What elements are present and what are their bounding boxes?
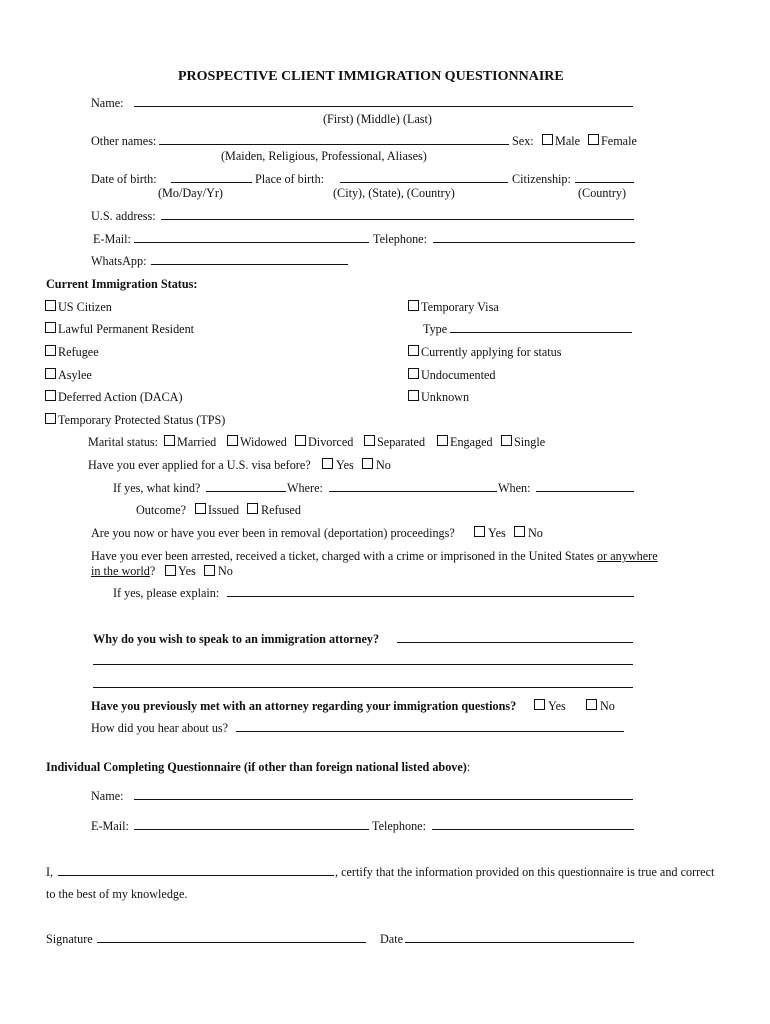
dob-label: Date of birth: <box>91 172 157 186</box>
visa-no-label: No <box>376 458 391 472</box>
explain-label: If yes, please explain: <box>113 586 220 600</box>
name-hint: (First) (Middle) (Last) <box>323 112 432 126</box>
email-label: E-Mail: <box>93 232 131 246</box>
arrest-question-world: in the world <box>91 564 150 578</box>
removal-no-checkbox[interactable] <box>514 526 525 537</box>
visa-yes-checkbox[interactable] <box>322 458 333 469</box>
why-attorney-question: Why do you wish to speak to an immigration attorney? <box>93 632 380 646</box>
certify-prefix: I, <box>46 865 54 879</box>
other-names-field[interactable] <box>159 144 509 145</box>
other-names-label: Other names: <box>91 134 157 148</box>
lpr-checkbox[interactable] <box>45 322 56 333</box>
arrest-question <box>91 549 658 563</box>
applying-checkbox[interactable] <box>408 345 419 356</box>
outcome-label: Outcome? <box>136 503 187 517</box>
separated-checkbox[interactable] <box>364 435 375 446</box>
widowed-label: Widowed <box>240 435 287 449</box>
daca-label: Deferred Action (DACA) <box>58 390 183 404</box>
citizenship-label: Citizenship: <box>512 172 571 186</box>
applying-label: Currently applying for status <box>421 345 562 359</box>
widowed-checkbox[interactable] <box>227 435 238 446</box>
visa-type-field[interactable] <box>450 332 632 333</box>
engaged-label: Engaged <box>450 435 493 449</box>
telephone-label: Telephone: <box>373 232 427 246</box>
certify-name-field[interactable] <box>58 875 334 876</box>
completer-email-label: E-Mail: <box>91 819 129 833</box>
us-citizen-label: US Citizen <box>58 300 112 314</box>
tps-label: Temporary Protected Status (TPS) <box>58 413 226 427</box>
asylee-checkbox[interactable] <box>45 368 56 379</box>
hear-about-question: How did you hear about us? <box>91 721 229 735</box>
us-citizen-checkbox[interactable] <box>45 300 56 311</box>
pob-label: Place of birth: <box>255 172 325 186</box>
arrest-yes-label: Yes <box>178 564 196 578</box>
certify-text-line2: to the best of my knowledge. <box>46 887 188 901</box>
married-label: Married <box>177 435 217 449</box>
sex-male-label: Male <box>555 134 581 148</box>
visa-when-label: When: <box>498 481 531 495</box>
met-yes-checkbox[interactable] <box>534 699 545 710</box>
name-label: Name: <box>91 96 124 110</box>
us-address-field[interactable] <box>161 219 634 220</box>
us-address-label: U.S. address: <box>91 209 156 223</box>
pob-field[interactable] <box>340 182 508 183</box>
met-attorney-question: Have you previously met with an attorney regarding your immigration questions? <box>91 699 517 713</box>
asylee-label: Asylee <box>58 368 92 382</box>
refugee-label: Refugee <box>58 345 99 359</box>
telephone-field[interactable] <box>433 242 635 243</box>
visa-type-label: Type <box>423 322 448 336</box>
issued-label: Issued <box>208 503 240 517</box>
unknown-label: Unknown <box>421 390 470 404</box>
sex-label: Sex: <box>512 134 534 148</box>
sex-female-checkbox[interactable] <box>588 134 599 145</box>
undocumented-checkbox[interactable] <box>408 368 419 379</box>
completer-name-label: Name: <box>91 789 124 803</box>
dob-field[interactable] <box>171 182 252 183</box>
removal-question: Are you now or have you ever been in removal (deportation) proceedings? <box>91 526 455 540</box>
marital-status-label: Marital status: <box>88 435 159 449</box>
completer-telephone-field[interactable] <box>432 829 634 830</box>
visa-where-label: Where: <box>287 481 323 495</box>
signature-label: Signature <box>46 932 93 946</box>
sex-male-checkbox[interactable] <box>542 134 553 145</box>
issued-checkbox[interactable] <box>195 503 206 514</box>
why-attorney-field-2[interactable] <box>93 664 633 665</box>
divorced-label: Divorced <box>308 435 354 449</box>
temp-visa-checkbox[interactable] <box>408 300 419 311</box>
arrest-no-checkbox[interactable] <box>204 565 215 576</box>
citizenship-field[interactable] <box>575 182 634 183</box>
arrest-yes-checkbox[interactable] <box>165 565 176 576</box>
completer-heading <box>46 760 470 774</box>
removal-no-label: No <box>528 526 543 540</box>
removal-yes-checkbox[interactable] <box>474 526 485 537</box>
completer-telephone-label: Telephone: <box>372 819 426 833</box>
married-checkbox[interactable] <box>164 435 175 446</box>
visa-where-field[interactable] <box>329 491 497 492</box>
lpr-label: Lawful Permanent Resident <box>58 322 195 336</box>
visa-kind-label: If yes, what kind? <box>113 481 201 495</box>
refused-checkbox[interactable] <box>247 503 258 514</box>
hear-about-field[interactable] <box>236 731 624 732</box>
met-no-checkbox[interactable] <box>586 699 597 710</box>
single-label: Single <box>514 435 546 449</box>
date-label: Date <box>380 932 404 946</box>
met-yes-label: Yes <box>548 699 566 713</box>
arrest-question-line2 <box>91 564 155 578</box>
undocumented-label: Undocumented <box>421 368 496 382</box>
single-checkbox[interactable] <box>501 435 512 446</box>
email-field[interactable] <box>134 242 369 243</box>
signature-field[interactable] <box>97 942 366 943</box>
citizenship-hint: (Country) <box>578 186 627 200</box>
temp-visa-label: Temporary Visa <box>421 300 499 314</box>
visa-when-field[interactable] <box>536 491 634 492</box>
visa-question: Have you ever applied for a U.S. visa before? <box>88 458 311 472</box>
certify-text: , certify that the information provided on this questionnaire is true and correct <box>335 865 715 879</box>
page-title: PROSPECTIVE CLIENT IMMIGRATION QUESTIONNAIRE <box>178 69 564 84</box>
separated-label: Separated <box>377 435 426 449</box>
date-field[interactable] <box>405 942 634 943</box>
refused-label: Refused <box>261 503 301 517</box>
other-names-hint: (Maiden, Religious, Professional, Aliases) <box>221 149 427 163</box>
refugee-checkbox[interactable] <box>45 345 56 356</box>
name-field[interactable] <box>134 106 633 107</box>
completer-name-field[interactable] <box>134 799 633 800</box>
whatsapp-field[interactable] <box>151 264 348 265</box>
arrest-question-text: Have you ever been arrested, received a ticket, charged with a crime or imprisoned in the United States <box>91 549 594 563</box>
pob-hint: (City), (State), (Country) <box>333 186 455 200</box>
met-no-label: No <box>600 699 615 713</box>
completer-heading-colon: : <box>466 760 471 774</box>
why-attorney-field-1[interactable] <box>397 642 633 643</box>
whatsapp-label: WhatsApp: <box>91 254 147 268</box>
arrest-no-label: No <box>218 564 233 578</box>
engaged-checkbox[interactable] <box>437 435 448 446</box>
removal-yes-label: Yes <box>488 526 506 540</box>
tps-checkbox[interactable] <box>45 413 56 424</box>
why-attorney-field-3[interactable] <box>93 687 633 688</box>
visa-kind-field[interactable] <box>206 491 286 492</box>
sex-female-label: Female <box>601 134 637 148</box>
visa-no-checkbox[interactable] <box>362 458 373 469</box>
unknown-checkbox[interactable] <box>408 390 419 401</box>
daca-checkbox[interactable] <box>45 390 56 401</box>
arrest-question-anywhere: or anywhere <box>597 549 658 563</box>
dob-hint: (Mo/Day/Yr) <box>158 186 223 200</box>
completer-email-field[interactable] <box>134 829 369 830</box>
visa-yes-label: Yes <box>336 458 354 472</box>
divorced-checkbox[interactable] <box>295 435 306 446</box>
completer-heading-text: Individual Completing Questionnaire (if other than foreign national listed above) <box>46 760 467 774</box>
explain-field[interactable] <box>227 596 634 597</box>
arrest-question-end: ? <box>149 564 156 578</box>
immigration-status-heading: Current Immigration Status: <box>46 277 198 291</box>
